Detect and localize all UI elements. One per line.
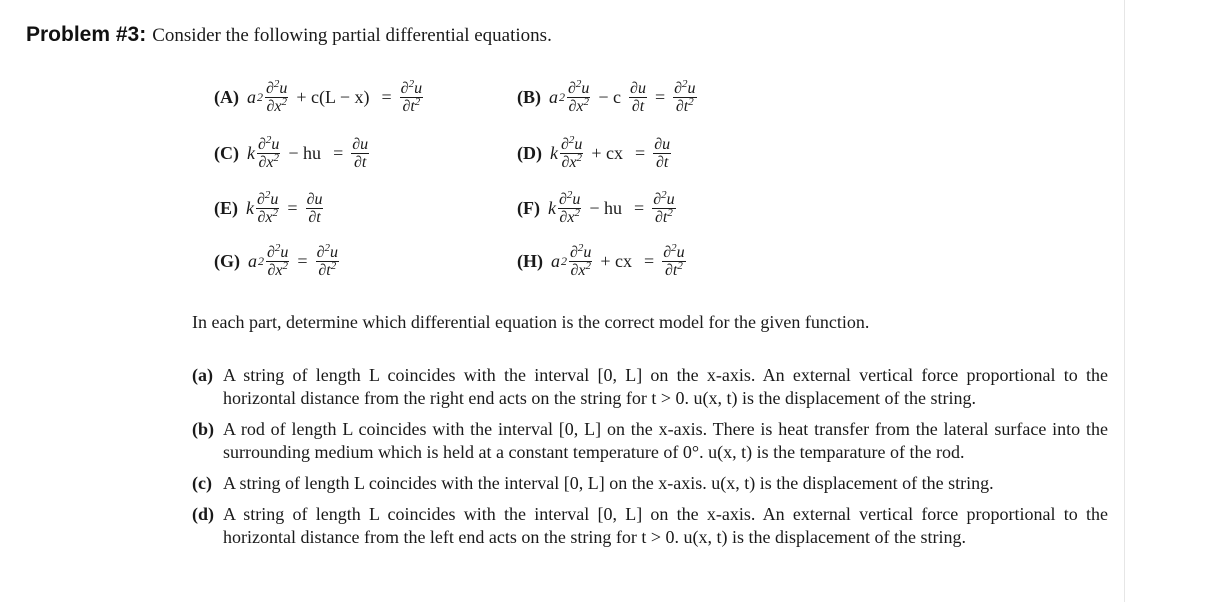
fraction-d2u-dx2: $\frac{\partial^2u}{\partial x^2}$ [568, 77, 590, 115]
fraction-du-dt: $\frac{\partial u}{\partial t}$ [630, 79, 646, 115]
equation-g: (G) a 2 $\frac{\partial^2u}{\partial x^2}$ = $\frac{\partial^2u}{\partial t^2}$ [214, 241, 338, 279]
parts-list [192, 364, 1108, 557]
part-a [192, 364, 1108, 410]
equation-tag: (D) [517, 142, 542, 163]
fraction-d2u-dt2: $\frac{\partial^2u}{\partial t^2}$ [653, 188, 675, 226]
fraction-du-dt: $\frac{\partial u}{\partial t}$ [306, 190, 323, 226]
equation-tag: (F) [517, 197, 540, 218]
fraction-d2u-dt2: $\frac{\partial^2u}{\partial t^2}$ [400, 77, 423, 115]
fraction-d2u-dt2: $\frac{\partial^2u}{\partial t^2}$ [663, 241, 685, 279]
equation-a: (A) a 2 $\frac{\partial^2u}{\partial x^2}$ + c(L − x) = $\frac{\partial^2u}{\partial t^2}$ [214, 77, 423, 115]
equation-term: + cx [600, 250, 633, 271]
part-text: A rod of length L coincides with the interval [0, L] on the x-axis. There is heat transfer from the lateral surface into the surrounding medium which is held at a constant temperature of 0°. u(x, t) is the temparature of the rod. [223, 419, 1108, 462]
equation-c: (C) k $\frac{\partial^2u}{\partial x^2}$ − hu = $\frac{\partial u}{\partial t}$ [214, 133, 369, 171]
part-text: A string of length L coincides with the interval [0, L] on the x-axis. An external vertical force proportional to the horizontal distance from the left end acts on the string for t > 0. u(x, t) is the displacement of the string. [223, 504, 1108, 547]
instructions: In each part, determine which differential equation is the correct model for the given function. [192, 312, 870, 332]
fraction-d2u-dx2: $\frac{\partial^2u}{\partial x^2}$ [258, 133, 280, 171]
part-label: (b) [192, 419, 214, 439]
problem-label: Problem #3: [26, 23, 147, 46]
equation-b: (B) a 2 $\frac{\partial^2u}{\partial x^2}$ − c $\frac{\partial u}{\partial t}$ = $\frac{\partial^2u}{\partial t^2}$ [517, 77, 696, 115]
part-label: (c) [192, 473, 212, 493]
part-c [192, 472, 1108, 495]
part-label: (d) [192, 504, 214, 524]
coefficient: a [248, 250, 257, 271]
equation-term: − hu [589, 197, 623, 218]
equation-tag: (B) [517, 86, 541, 107]
equation-term: − c [598, 86, 622, 107]
fraction-d2u-dx2: $\frac{\partial^2u}{\partial x^2}$ [561, 133, 583, 171]
fraction-d2u-dt2: $\frac{\partial^2u}{\partial t^2}$ [316, 241, 338, 279]
equation-tag: (H) [517, 250, 543, 271]
coefficient: k [246, 197, 254, 218]
fraction-du-dt: $\frac{\partial u}{\partial t}$ [352, 135, 369, 171]
fraction-d2u-dx2: $\frac{\partial^2u}{\partial x^2}$ [267, 241, 289, 279]
part-text: A string of length L coincides with the interval [0, L] on the x-axis. An external vertical force proportional to the horizontal distance from the right end acts on the string for t > 0. u(x, t) is the displacement of the string. [223, 365, 1108, 408]
coefficient: k [547, 197, 556, 218]
equation-f: (F) k $\frac{\partial^2u}{\partial x^2}$ − hu = $\frac{\partial^2u}{\partial t^2}$ [517, 188, 675, 226]
equation-e: (E) k $\frac{\partial^2u}{\partial x^2}$ = $\frac{\partial u}{\partial t}$ [214, 188, 323, 226]
fraction-d2u-dx2: $\frac{\partial^2u}{\partial x^2}$ [266, 77, 288, 115]
part-text: A string of length L coincides with the interval [0, L] on the x-axis. u(x, t) is the displacement of the string. [223, 473, 994, 493]
problem-header [26, 22, 552, 47]
equation-term: + cx [591, 142, 624, 163]
fraction-d2u-dx2: $\frac{\partial^2u}{\partial x^2}$ [558, 188, 581, 226]
part-d [192, 503, 1108, 549]
equation-term: − hu [288, 142, 322, 163]
equation-term: + c(L − x) [296, 86, 370, 107]
fraction-d2u-dx2: $\frac{\partial^2u}{\partial x^2}$ [257, 188, 279, 226]
fraction-d2u-dt2: $\frac{\partial^2u}{\partial t^2}$ [674, 77, 696, 115]
equation-tag: (E) [214, 197, 238, 218]
coefficient: a [247, 86, 256, 107]
coefficient: k [247, 142, 255, 163]
equation-d: (D) k $\frac{\partial^2u}{\partial x^2}$ + cx = $\frac{\partial u}{\partial t}$ [517, 133, 671, 171]
fraction-d2u-dx2: $\frac{\partial^2u}{\partial x^2}$ [570, 241, 592, 279]
page-divider [1124, 0, 1125, 602]
coefficient: a [551, 250, 560, 271]
fraction-du-dt: $\frac{\partial u}{\partial t}$ [654, 135, 671, 171]
part-b [192, 418, 1108, 464]
problem-statement: Consider the following partial differential equations. [152, 25, 552, 46]
coefficient: k [550, 142, 558, 163]
equation-tag: (A) [214, 86, 239, 107]
coefficient: a [549, 86, 558, 107]
part-label: (a) [192, 365, 213, 385]
equation-tag: (C) [214, 142, 239, 163]
equation-tag: (G) [214, 250, 240, 271]
equation-h: (H) a 2 $\frac{\partial^2u}{\partial x^2}$ + cx = $\frac{\partial^2u}{\partial t^2}$ [517, 241, 685, 279]
